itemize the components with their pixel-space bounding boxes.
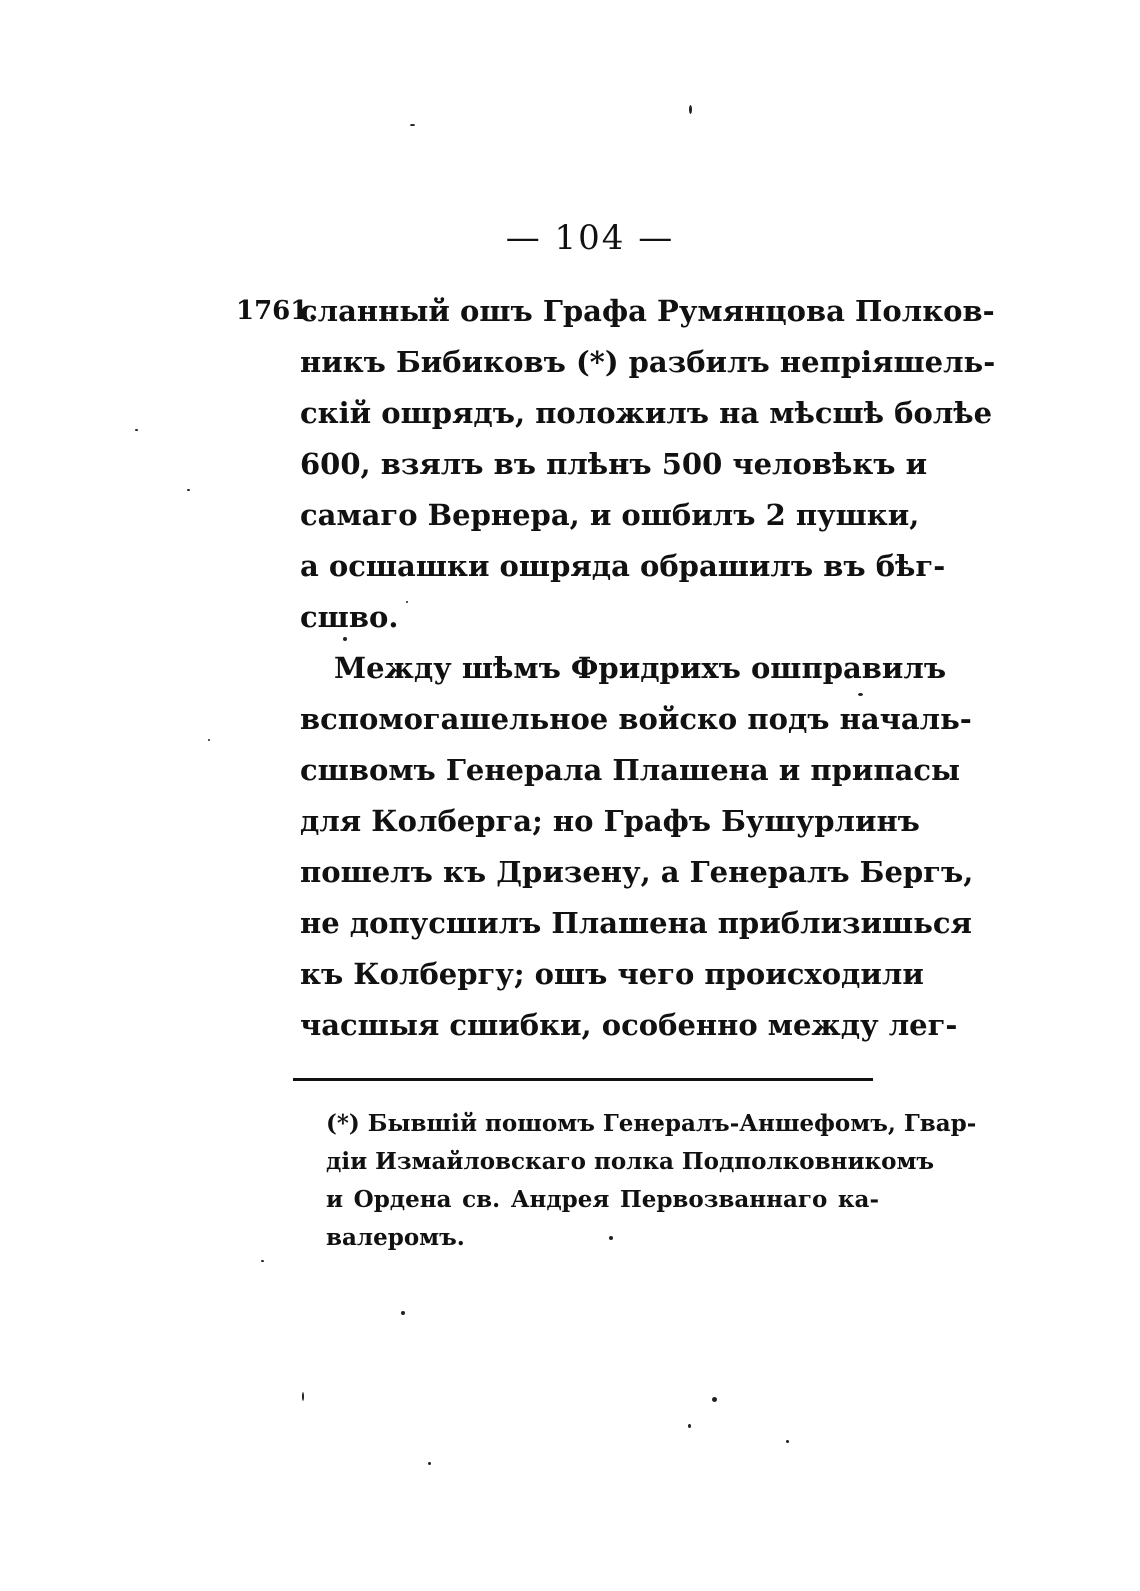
footnote-divider <box>293 1078 873 1081</box>
text-line: 600, взялъ въ плѣнъ 500 человѣкъ и <box>300 447 928 481</box>
text-line: никъ Бибиковъ (*) разбилъ непріяшель- <box>300 345 996 379</box>
text-line: пошелъ къ Дризену, а Генералъ Бергъ, <box>300 855 974 889</box>
text-line: а осшашки ошряда обрашилъ въ бѣг- <box>300 549 946 583</box>
scan-speck <box>609 1236 613 1240</box>
text-line: сшво. <box>300 600 399 634</box>
footnote-line: валеромъ. <box>326 1224 465 1251</box>
footnote-line: (*) Бывшій пошомъ Генералъ-Аншефомъ, Гвар- <box>326 1110 977 1137</box>
scan-speck <box>261 1260 264 1262</box>
main-text <box>300 294 996 1059</box>
scan-speck <box>187 489 190 491</box>
text-line: къ Колбергу; ошъ чего происходили <box>300 957 924 991</box>
text-line: сшвомъ Генерала Плашена и припасы <box>300 753 961 787</box>
margin-year: 1761. <box>236 296 318 326</box>
scan-speck <box>786 1440 789 1443</box>
text-line: скій ошрядъ, положилъ на мѣсшѣ болѣе <box>300 396 993 430</box>
scan-speck <box>343 637 347 641</box>
text-line: не допусшилъ Плашена приблизишься <box>300 906 972 940</box>
footnote <box>326 1110 977 1262</box>
scan-speck <box>428 1462 431 1465</box>
text-line: вспомогашельное войско подъ началь- <box>300 702 972 736</box>
scan-speck <box>135 429 138 431</box>
scan-speck <box>858 693 863 696</box>
text-line: сланный ошъ Графа Румянцова Полков- <box>300 294 995 328</box>
scan-speck <box>401 1311 405 1315</box>
scan-speck <box>302 1392 304 1401</box>
text-line: Между шѣмъ Фридрихъ ошправилъ <box>334 651 947 685</box>
scan-speck <box>410 124 415 126</box>
page-number: — 104 — <box>505 218 675 258</box>
text-line: самаго Вернера, и ошбилъ 2 пушки, <box>300 498 920 532</box>
scan-speck <box>689 105 692 114</box>
scan-speck <box>406 601 408 603</box>
text-line: для Колберга; но Графъ Бушурлинъ <box>300 804 920 838</box>
text-line: часшыя сшибки, особенно между лег- <box>300 1008 958 1042</box>
footnote-line: и Ордена св. Андрея Первозваннаго ка- <box>326 1186 879 1213</box>
scan-speck <box>688 1424 691 1428</box>
scan-speck <box>208 739 210 741</box>
footnote-line: діи Измайловскаго полка Подполковникомъ <box>326 1148 935 1175</box>
scan-speck <box>712 1397 717 1402</box>
